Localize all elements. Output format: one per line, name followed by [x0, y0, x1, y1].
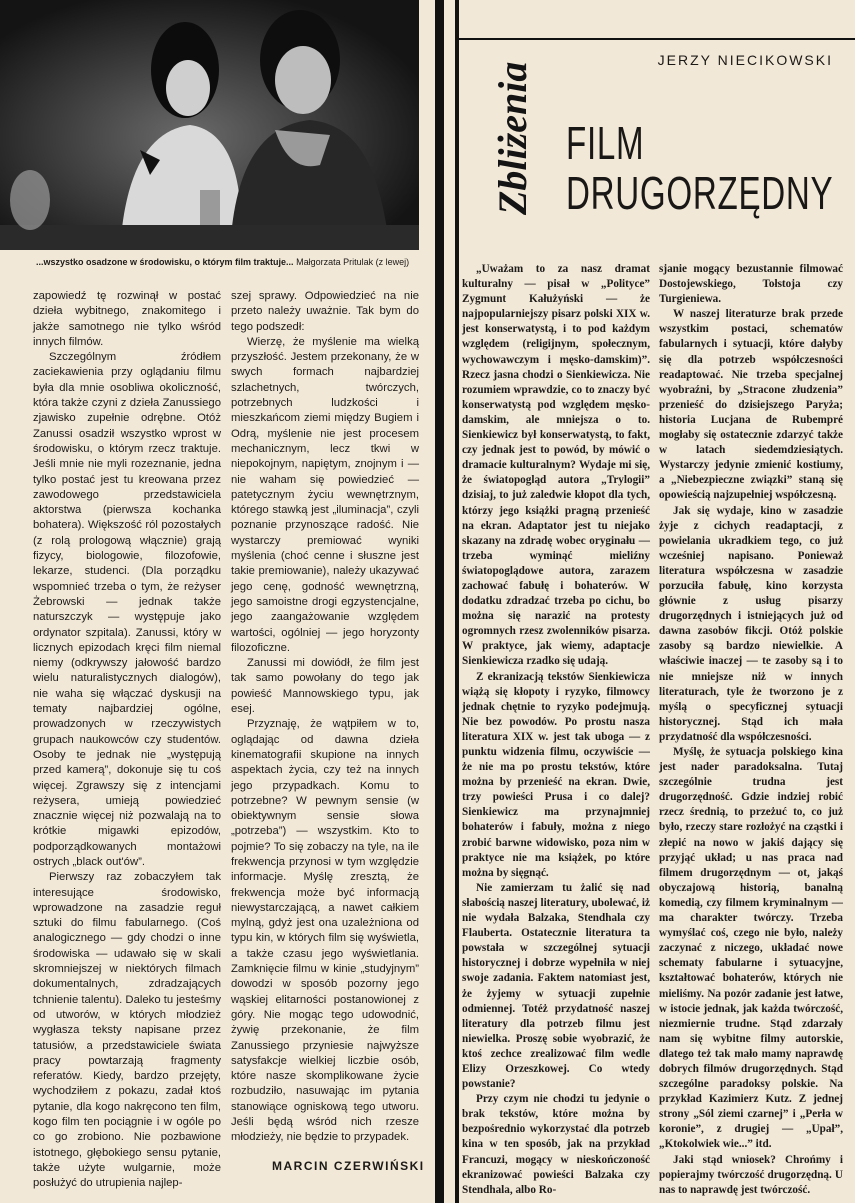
paragraph: szej sprawy. Odpowiedzieć na nie przeto należy uważnie. Tak bym do tego podszedł: — [231, 290, 419, 333]
divider-rule-1 — [435, 0, 444, 1203]
paragraph: Przy czym nie chodzi tu jedynie o brak tekstów, które można by bezpośrednio wykorzystać dla potrzeb kina w ten sposób, jak na przykład Francuzi, mogący w nieskończoność ekranizować powieści Balzaka czy Stendhala, albo Ro- — [462, 1093, 650, 1196]
paragraph: Jak się wydaje, kino w zasadzie żyje z cichych readaptacji, z powielania ukradkiem tego, co już wcześniej napisano. Ponieważ literatura współczesna w zasadzie porzuciła fabułę, kino korzysta głównie z usług pisarzy drugorzędnych i istniejących już od dawna zasobów fikcji. Otóż polskie zasoby są bardzo niewielkie. A właściwie inaczej — te zasoby są i to nie mniejsze niż w innych literaturach, tyle że tworzono je z myślą o specyficznej sytuacji historycznej. Stąd ich mała przydatność dla współczesności. — [659, 504, 843, 743]
paragraph: zapowiedź tę rozwinął w postać dzieła wybitnego, znakomitego i jakże samotnego nie tylko wśród innych filmów. — [33, 290, 221, 348]
paragraph: sjanie mogący bezustannie filmować Dostojewskiego, Tołstoja czy Turgieniewa. — [659, 263, 843, 306]
right-column-2 — [659, 262, 843, 1198]
paragraph: W naszej literaturze brak przede wszystkim postaci, schematów fabularnych i sytuacji, które dałyby się dla potrzeb współczesności readaptować. Nie trzeba specjalnej wyobraźni, by „Stracone złudzenia” przenieść do dzisiejszego Paryża; historia Lucjana de Rubempré mogłaby się ostatecznie zdarzyć także w latach siedemdziesiątych. Wystarczy jedynie zmienić kostiumy, a „Niebezpieczne związki” staną się opowieścią najzupełniej współczesną. — [659, 308, 843, 502]
section-tag — [478, 60, 538, 220]
author-name: JERZY NIECIKOWSKI — [657, 52, 833, 68]
paragraph: Szczególnym źródłem zaciekawienia przy oglądaniu filmu była dla mnie osobliwa okoliczność, która także czyni z dzieła Zanussiego zjawisko zupełnie odrębne. Otóż Zanussi osadził wszystko wprost w środowisku, o którym rzecz traktuje. Jeśli mnie nie myli rozeznanie, jedna tylko postać jest tu kreowana przez zawodowego przedstawiciela aktorstwa (pierwsza kochanka bohatera). Większość ról pozostałych (z rolą prologową włącznie) grają fizycy, biologowie, filozofowie, lekarze, studenci. (Dla porządku wspomnieć trzeba o tym, że reżyser Żebrowski — jednak także naturszczyk — występuje jako ordynator szpitala). Zanussi, który w licznych epizodach kręci film niemal niemy (odkrywszy jałowość bardzo wielu naturalistycznych dialogów), nie waha się włączać dyskusji na tematy najbardziej ogólne, prowadzonych w rzeczywistych grupach naukowców czy studentów. Osoby te jednak nie „występują przed kamerą”, dokonuje się tu coś więcej. Zgrawszy się z intencjami reżysera, umieją powiedzieć znacznie więcej niż pozwalają na to krótkie migawki epizodów, podporządkowanych montażowi ostrych „black out'ów”. — [33, 351, 221, 868]
paragraph: Wierzę, że myślenie ma wielką przyszłość. Jestem przekonany, że w swych formach najbardziej szlachetnych, twórczych, potrzebnych ludzkości i mieszkańcom ziemi między Bugiem i Odrą, myślenie nie jest procesem mechanicznym, lecz tkwi w niepokojnym, napiętym, znojnym i — nie waham się powiedzieć — patetycznym życiu wewnętrznym, którego stawką jest „iluminacja”, czyli poznanie przynoszące radość. Nie wystarczy premiować wyniki myślenia (choć cenne i słuszne jest takie premiowanie), należy ukazywać jego cenę, godność wewnętrzną, jego samoistne drogi egzystencjalne, jego zaangażowanie względem wartości, ogólniej — jego horyzonty filozoficzne. — [231, 335, 419, 654]
divider-rule-2 — [455, 0, 459, 1203]
paragraph: Myślę, że sytuacja polskiego kina jest nader paradoksalna. Tutaj szczególnie trudna jest drugorzędność. Gdzie indziej robić rzecz średnią, to przeżuć to, co już było, rzeczy stare rozłożyć na cząstki i złepić na nowo w jakiś dający się przyjąć układ; u nas praca nad filmem drugorzędnym — ot, jakąś obyczajową historią, banalną komedią, czy filmem kryminalnym — ma charakter twórczy. Trzeba wymyślać coś, czego nie było, należy zaczynać z niczego, układać nowe schematy fabularne i sytuacyjne, kształtować bohaterów, których nie mieliśmy. Na pozór zadanie jest łatwe, w istocie jednak, jak każda twórczość, niezmiernie trudne. Stąd zdarzały nam się wybitne filmy autorskie, dlatego też tak mało mamy naprawdę dobrych filmów drugorzędnych. Stąd szczególne paradoksy polskie. Na przykład Kazimierz Kutz. Z jednej strony „Sól ziemi czarnej” i „Perła w koronie”, z drugiej — „Upał”, „Ktokolwiek wie...” itd. — [659, 746, 843, 1151]
film-still-image — [0, 0, 419, 250]
paragraph: Jaki stąd wniosek? Chrońmy i popierajmy twórczość drugorzędną. U nas to naprawdę jest twórczość. — [659, 1153, 843, 1196]
paragraph: Z ekranizacją tekstów Sienkiewicza wiążą się kłopoty i ryzyko, filmowcy jednak chętnie to ryzyko podejmują. Nie bez powodów. Po prostu nasza literatura XIX w. jest tak uboga — z punktu widzenia filmu, oczywiście — że nie ma po prostu tekstów, które można by przenieść na ekran. Dwie, trzy powieści Prusa i co dalej? Sienkiewicz ma przynajmniej bohaterów i fabuły, można z niego zrobić barwne widowisko, poza nim w praktyce nie ma książek, po które można by sięgnąć. — [462, 670, 650, 879]
left-column-2 — [231, 289, 419, 1146]
title-line-2: DRUGORZĘDNY — [566, 167, 834, 219]
left-column-1 — [33, 289, 221, 1192]
paragraph: Przyznaję, że wątpiłem w to, oglądając od dawna dzieła kinematografii skupione na innych aspektach życia, czy też na innych jego przypadkach. Komu to potrzebne? W pewnym sensie (w obiektywnym sensie słowa „potrzeba”) — wszystkim. Kto to pojmie? To się zobaczy na tyle, na ile frekwencja przynosi w tym względzie informacje. Myślę zresztą, że frekwencja może być informacją niewystarczającą, a nawet całkiem mylną, gdyż jest ona uzależniona od typu kin, w których film się wyświetla, a także czasu jego wyświetlania. Zamknięcie filmu w kinie „studyjnym” dowodzi w sposób pozorny jego wąskiej elitarności postanowionej z góry. Nie mogąc tego udowodnić, żywię przekonanie, że film Zanussiego przyniesie najwyższe satysfakcje wielkiej liczbie osób, które nasze skomplikowane życie rozbudziło, nasuwając im pytania stanowiące ogniskową tego utworu. Jeśli będą wśród nich rzesze młodzieży, nie będzie to przypadek. — [231, 718, 419, 1144]
paragraph: Zanussi mi dowiódł, że film jest tak samo powołany do tego jak powieść Mannowskiego typu, jak esej. — [231, 657, 419, 716]
section-tag-logo — [478, 60, 538, 220]
article-title — [566, 118, 833, 218]
caption-text: ...wszystko osadzone w środowisku, o którym film traktuje... — [36, 257, 294, 267]
caption-credit: Małgorzata Pritulak (z lewej) — [296, 257, 410, 267]
paragraph: „Uważam to za nasz dramat kulturalny — pisał w „Polityce” Zygmunt Kałużyński — że najpopularniejszy pisarz polski XIX w. jest konserwatystą, i to pod każdym względem (religijnym, społecznym, wychowawczym i męsko-damskim)”. Rzecz jasna chodzi o Sienkiewicza. Nie rozumiem wprawdzie, co to znaczy być konserwatystą pod względem męsko-damskim, ale mniejsza o to. Sienkiewicz był konserwatystą, to fakt, czy jednak jest to powód, by mówić o dramacie kulturalnym? Wydaje mi się, że światopogląd autora „Trylogii” dzisiaj, to już zaledwie kłopot dla tych, którzy jego książki pragną przenieść na ekran. Adaptator jest tu niejako skazany na zdradę wobec oryginału — trzeba wyminąć mieliźny światopoglądowe autora, zarazem zachować fabułę i bohaterów. W dodatku zdradzać trzeba po cichu, bo można się narazić na protesty ogromnych rzesz zwolenników pisarza. W praktyce, jak wiemy, adaptacje Sienkiewicza rzadko się udają. — [462, 263, 650, 668]
title-line-1: FILM — [566, 117, 645, 169]
paragraph: Pierwszy raz zobaczyłem tak interesujące środowisko, wprowadzone na zasadzie reguł sztuki do filmu fabularnego. (Coś analogicznego — gdy chodzi o inne środowiska — udawało się w skali skromniejszej w niektórych filmach dokumentalnych, zdradzających tchnienie talentu). Daleko tu jesteśmy od utworów, w których młodzież wygłasza teksty napisane przez tatusiów, a przedstawiciele świata pracy powtarzają fragmenty referatów. Kiedy, bardzo przejęty, wychodziłem z pokazu, zadał ktoś pytanie, dla kogo nakręcono ten film, kogo film ten pociągnie i w ogóle po co go zrobiono. Nie pozbawione istotnego, głębokiego sensu pytanie, także użyte wulgarnie, może posłużyć do utrupienia najlep- — [33, 871, 221, 1190]
header-rule — [459, 38, 855, 40]
paragraph: Nie zamierzam tu żalić się nad słabością naszej literatury, ubolewać, iż nie wydała Balzaka, Stendhala czy Flauberta. Ostatecznie literatura ta powstała w szczególnej sytuacji historycznej i dobrze wypełniła w niej swoje zadania. Faktem natomiast jest, że żyjemy w sytuacji zupełnie odmiennej. Totéż przydatność naszej literatury dla potrzeb filmu jest niewielka. Proszę sobie wyobrazić, że ktoś zechce zrealizować film wedle Elizy Orzeszkowej. Co wtedy powstanie? — [462, 881, 650, 1091]
signature: MARCIN CZERWIŃSKI — [272, 1159, 425, 1173]
section-tag-text: Zbliżenia — [490, 61, 535, 215]
right-column-1 — [462, 262, 650, 1198]
photo-caption — [36, 257, 436, 267]
film-still-photo — [0, 0, 419, 250]
